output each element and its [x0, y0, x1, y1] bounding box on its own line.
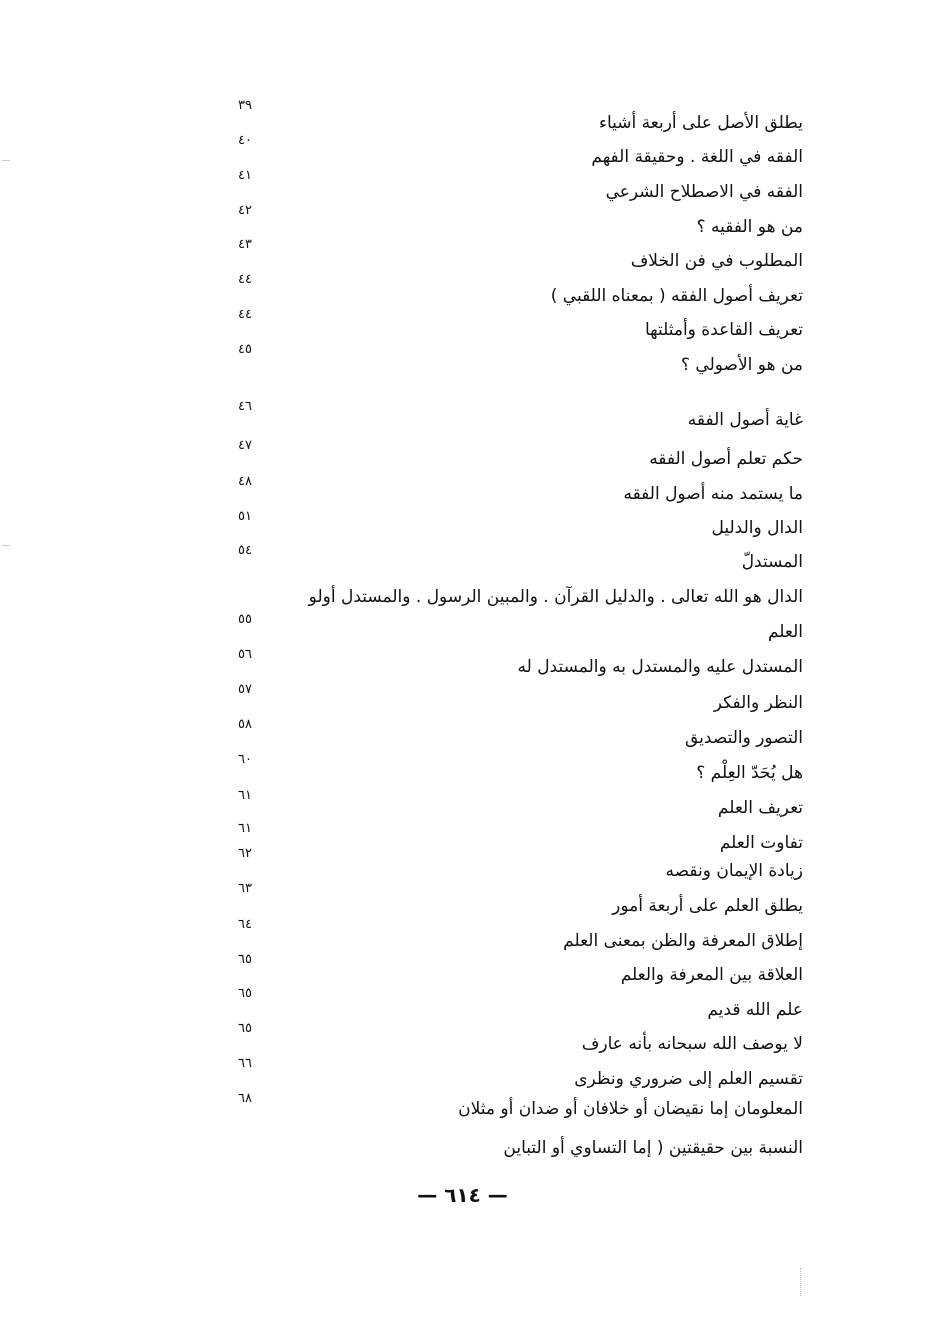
toc-page-number: ٥٤ [238, 543, 252, 558]
toc-page-number: ٦٠ [238, 752, 252, 767]
toc-page-number: ٦٣ [238, 881, 252, 896]
toc-page-number: ٤٤ [238, 272, 252, 287]
toc-entry-title: من هو الأصولي ؟ [680, 355, 803, 375]
toc-entry-title: تعريف القاعدة وأمثلتها [644, 320, 803, 340]
toc-entry-title: يطلق العلم على أربعة أمور [612, 896, 803, 916]
toc-entry-title: تقسيم العلم إلى ضروري ونظرى [574, 1069, 803, 1089]
toc-page-number: ٤١ [238, 168, 252, 183]
toc-entry-title: العلم [767, 622, 803, 642]
toc-page-number: ٤٤ [238, 307, 252, 322]
toc-page-number: ٦١ [238, 788, 252, 803]
toc-entry-title: تفاوت العلم [719, 833, 803, 853]
toc-entry-title: المعلومان إما نقيضان أو خلافان أو ضدان أو مثلان [458, 1099, 803, 1119]
toc-entry-title: زيادة الإيمان ونقصه [665, 861, 803, 881]
toc-entry-title: النسبة بين حقيقتين ( إما التساوي أو التباين [503, 1138, 803, 1158]
toc-page-number: ٤٣ [238, 237, 252, 252]
toc-entry-title: إطلاق المعرفة والظن بمعنى العلم [563, 931, 803, 951]
toc-page-number: ٥٨ [238, 717, 252, 732]
toc-entry-title: تعريف أصول الفقه ( بمعناه اللقبي ) [550, 286, 803, 306]
toc-entry-title: التصور والتصديق [685, 728, 803, 748]
toc-entry-title: هل يُحَدّ العِلْم ؟ [696, 763, 803, 783]
toc-page-number: ٤٠ [238, 133, 252, 148]
toc-entry-title: غاية أصول الفقه [687, 410, 803, 430]
toc-page-number: ٦٥ [238, 986, 252, 1001]
toc-page-number: ٥٦ [238, 647, 252, 662]
toc-entry-title: المستدل عليه والمستدل به والمستدل له [517, 657, 803, 677]
toc-page-number: ٤٧ [238, 438, 252, 453]
toc-page-number: ٥٧ [238, 682, 252, 697]
toc-entry-title: الفقه في الاصطلاح الشرعي [605, 182, 803, 202]
toc-page-number: ٦٨ [238, 1091, 252, 1106]
toc-entry-title: حكم تعلم أصول الفقه [649, 449, 803, 469]
toc-page-number: ٦٥ [238, 952, 252, 967]
toc-page-number: ٦١ [238, 821, 252, 836]
toc-page-number: ٤٦ [238, 399, 252, 414]
toc-page-number: ٣٩ [238, 98, 252, 113]
scan-mark [2, 545, 10, 546]
toc-page-number: ٦٦ [238, 1056, 252, 1071]
toc-page-number: ٦٥ [238, 1021, 252, 1036]
toc-entry-title: المستدلّ [741, 552, 803, 572]
toc-entry-title: المطلوب في فن الخلاف [630, 251, 803, 271]
toc-page-number: ٦٤ [238, 917, 252, 932]
toc-entry-title: يطلق الأصل على أربعة أشياء [598, 113, 803, 133]
toc-entry-title: الدال والدليل [711, 518, 803, 538]
toc-page-number: ٤٨ [238, 474, 252, 489]
toc-entry-title: الدال هو الله تعالى . والدليل القرآن . والمبين الرسول . والمستدل أولو [308, 587, 803, 607]
toc-entry-title: الفقه في اللغة . وحقيقة الفهم [591, 147, 803, 167]
scan-mark [2, 160, 10, 161]
toc-entry-title: من هو الفقيه ؟ [696, 217, 803, 237]
toc-entry-title: تعريف العلم [717, 798, 803, 818]
toc-entry-title: العلاقة بين المعرفة والعلم [620, 965, 803, 985]
toc-entry-title: ما يستمد منه أصول الفقه [623, 484, 803, 504]
footer-page-number: — ٦١٤ — [417, 1183, 508, 1207]
scan-dots [800, 1268, 803, 1296]
toc-page-number: ٥١ [238, 509, 252, 524]
toc-entry-title: لا يوصف الله سبحانه بأنه عارف [581, 1034, 803, 1054]
toc-entry-title: النظر والفكر [713, 693, 803, 713]
toc-page-number: ٤٥ [238, 342, 252, 357]
toc-page-number: ٦٢ [238, 846, 252, 861]
toc-entry-title: علم الله قديم [707, 1000, 803, 1020]
toc-page-number: ٤٢ [238, 203, 252, 218]
toc-page-number: ٥٥ [238, 612, 252, 627]
